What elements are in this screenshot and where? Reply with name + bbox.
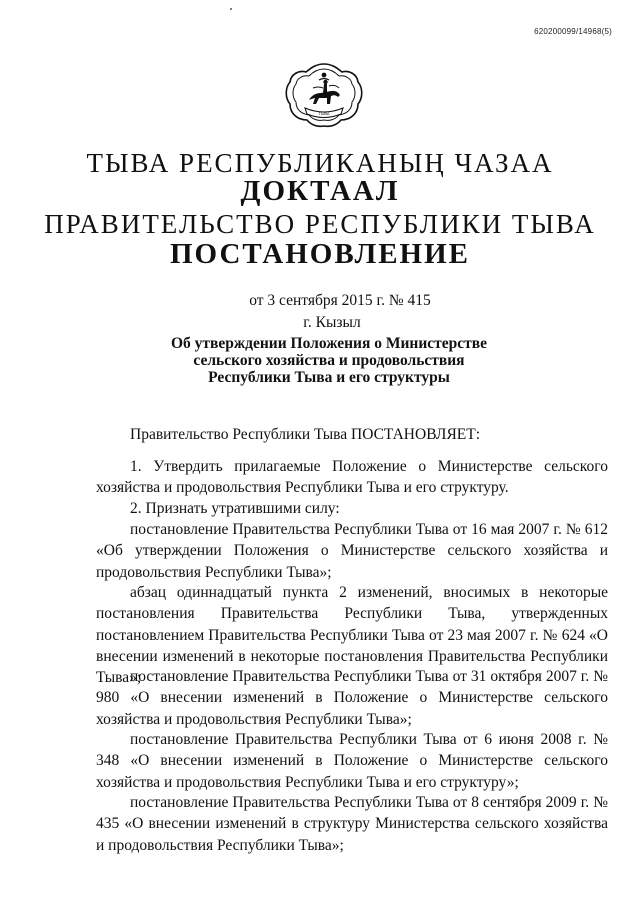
paragraph-5: постановление Правительства Республики Тыва от 31 октября 2007 г. № 980 «О внесении изменений в Положение о Министерстве сельского хозяйства и продовольствия Республики Тыва»; — [96, 668, 608, 728]
coat-of-arms-icon — [283, 60, 365, 130]
paragraph-3: постановление Правительства Республики Тыва от 16 мая 2007 г. № 612 «Об утверждении Положения о Министерстве сельского хозяйства и продовольствия Республики Тыва»; — [96, 521, 608, 581]
header-doktaal: ДОКТААЛ — [240, 175, 400, 207]
paragraph-4: абзац одиннадцатый пункта 2 изменений, вносимых в некоторые постановления Правительства Республики Тыва, утвержденных постановлением Правительства Республики Тыва от 23 мая 2007 г. № 624 «О внесении изменений в некоторые постановления Правительства Республики Тыва»; — [96, 584, 608, 687]
emblem-ribbon-text: ТЫВА — [318, 111, 330, 116]
paragraph-1: 1. Утвердить прилагаемые Положение о Министерстве сельского хозяйства и продовольствия Республики Тыва и его структуру. — [96, 458, 608, 497]
document-city: г. Кызыл — [303, 314, 361, 331]
title-line: Республики Тыва и его структуры — [208, 369, 450, 386]
paragraph-2: 2. Признать утратившими силу: — [130, 500, 340, 517]
header-russian-government: ПРАВИТЕЛЬСТВО РЕСПУБЛИКИ ТЫВА — [44, 209, 596, 239]
resolution-intro: Правительство Республики Тыва ПОСТАНОВЛЯЕТ: — [130, 426, 481, 443]
header-postanovlenie: ПОСТАНОВЛЕНИЕ — [169, 238, 470, 270]
scan-speck — [230, 8, 232, 10]
document-date-number: от 3 сентября 2015 г. № 415 — [249, 292, 431, 309]
header-tuvan-government: ТЫВА РЕСПУБЛИКАНЫҢ ЧАЗАА — [86, 148, 554, 178]
paragraph-7: постановление Правительства Республики Тыва от 8 сентября 2009 г. № 435 «О внесении изменений в структуру Министерства сельского хозяйства и продовольствия Республики Тыва»; — [96, 794, 608, 854]
title-line: Об утверждении Положения о Министерстве — [170, 335, 488, 352]
document-title — [0, 335, 640, 386]
title-line: сельского хозяйства и продовольствия — [193, 352, 465, 369]
document-barcode: 620200099/14968(5) — [534, 27, 612, 36]
paragraph-6: постановление Правительства Республики Тыва от 6 июня 2008 г. № 348 «О внесении изменений в Положение о Министерстве сельского хозяйства и продовольствия Республики Тыва и его структуру»; — [96, 731, 608, 791]
